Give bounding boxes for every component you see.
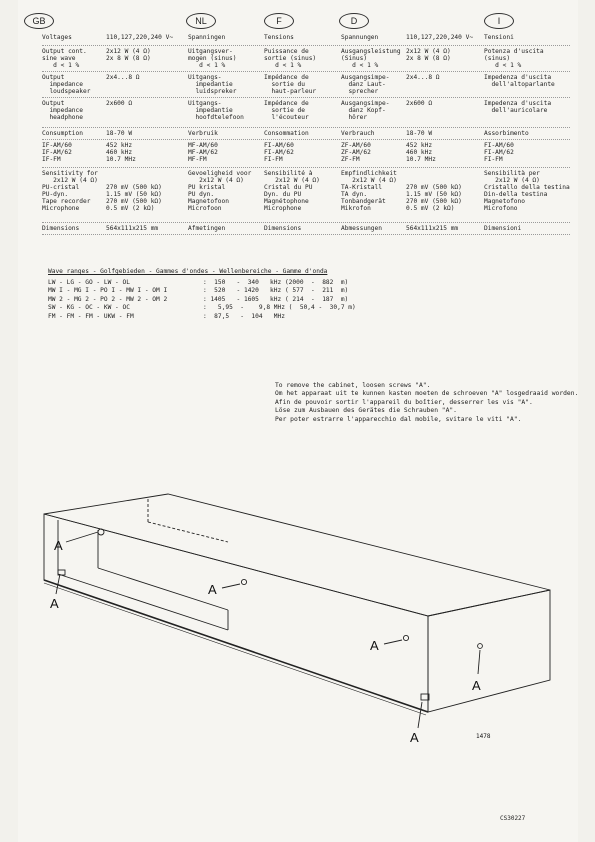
note-it: Per poter estrarre l'apparecchio dal mobile, svitare le viti "A". (275, 415, 522, 423)
spec-cell-de: Ausgangsleistung (Sinus) d < 1 % (341, 48, 401, 69)
page (18, 0, 578, 842)
figure-number: 1478 (476, 733, 491, 740)
spec-cell-gb-values: 18-70 W (106, 130, 133, 137)
wave-band-names: LW - LG - GO - LW - OL (48, 278, 130, 286)
spec-cell-de-values: 270 mV (500 kΩ) 1.15 mV (50 kΩ) 270 mV (500 kΩ) 0.5 mV (2 kΩ) (406, 184, 462, 212)
row-divider (42, 234, 570, 235)
spec-cell-de-values: 2x600 Ω (406, 100, 433, 107)
screw-label-a: A (410, 730, 419, 745)
wave-range-row (48, 296, 356, 305)
spec-cell-nl: Uitgangs- impedantie hoofdtelefoon (188, 100, 244, 121)
wave-band-range: : 5,95 - 9,8 MHz ( 50,4 - 30,7 m) (203, 304, 356, 311)
wave-ranges-title: Wave ranges - Golfgebieden - Gammes d'ondes - Wellenbereiche - Gamme d'onda (48, 268, 328, 275)
note-en: To remove the cabinet, loosen screws "A". (275, 382, 431, 389)
document-code: CS30227 (500, 815, 526, 822)
screw-icon (241, 579, 246, 584)
wave-band-range: : 1405 - 1605 kHz ( 214 - 187 m) (203, 295, 349, 303)
row-divider (42, 127, 570, 128)
spec-cell-gb-values: 452 kHz 460 kHz 10.7 MHz (106, 142, 136, 163)
spec-cell-nl: Uitgangs- impedantie luidspreker (188, 74, 237, 95)
note-fr: Afin de pouvoir sortir l'appareil du boîtier, desserrer les vis "A". (275, 398, 533, 406)
screw-icon (403, 635, 408, 640)
screw-icon (478, 644, 483, 649)
spec-cell-fr: FI-AM/60 FI-AM/62 FI-FM (264, 142, 294, 163)
wave-band-names: SW - KG - OC - KW - OC (48, 304, 130, 311)
spec-cell-it: FI-AM/60 FI-AM/62 FI-FM (484, 142, 514, 163)
wave-range-row (48, 304, 356, 313)
spec-cell-nl: MF-AM/60 MF-AM/62 MF-FM (188, 142, 218, 163)
spec-cell-de-values: 2x4...8 Ω (406, 74, 440, 81)
spec-cell-nl: Spanningen (188, 34, 226, 41)
spec-cell-fr: Tensions (264, 34, 294, 41)
row-divider (42, 45, 570, 46)
spec-cell-nl: Gevoeligheid voor 2x12 W (4 Ω) PU kristal PU dyn. Magnetofoon Microfoon (188, 170, 252, 212)
spec-cell-de-values: 18-70 W (406, 130, 433, 137)
screw-label-a: A (50, 596, 59, 611)
wave-band-range: : 150 - 340 kHz (2000 - 882 m) (203, 278, 349, 286)
row-divider (42, 222, 570, 223)
wave-range-row (48, 279, 356, 288)
spec-cell-fr: Impédance de sortie de l'écouteur (264, 100, 309, 121)
spec-cell-it: Tensioni (484, 34, 514, 41)
wave-range-row (48, 287, 356, 296)
lang-header-d: D (339, 9, 369, 29)
spec-cell-it: Potenza d'uscita (sinus) d < 1 % (484, 48, 544, 69)
cabinet-front-face (44, 514, 428, 712)
spec-cell-fr: Sensibilité à 2x12 W (4 Ω) Cristal du PU Dyn. du PU Magnétophone Microphone (264, 170, 320, 212)
cabinet-top-face (44, 494, 550, 616)
spec-cell-de: Ausgangsimpe- danz Laut- sprecher (341, 74, 390, 95)
spec-cell-gb: Sensitivity for 2x12 W (4 Ω) PU-cristal PU-dyn. Tape recorder Microphone (42, 170, 98, 212)
spec-cell-gb-values: 270 mV (500 kΩ) 1.15 mV (50 kΩ) 270 mV (500 kΩ) 0.5 mV (2 kΩ) (106, 184, 162, 212)
spec-cell-it: Dimensioni (484, 225, 522, 232)
screw-label-a: A (472, 678, 481, 693)
spec-cell-gb: Voltages (42, 34, 72, 41)
screw-label-a: A (208, 582, 217, 597)
spec-cell-fr: Puissance de sortie (sinus) d < 1 % (264, 48, 317, 69)
spec-cell-de: Verbrauch (341, 130, 375, 137)
spec-cell-de: Spannungen (341, 34, 379, 41)
cabinet-drawing (18, 470, 578, 770)
wave-band-names: MW 2 - MG 2 - PO 2 - MW 2 - OM 2 (48, 295, 168, 303)
spec-cell-de-values: 110,127,220,240 V~ (406, 34, 474, 41)
spec-cell-de: Ausgangsimpe- danz Kopf- hörer (341, 100, 390, 121)
cabinet-removal-instructions (275, 382, 578, 424)
spec-cell-gb: Consumption (42, 130, 83, 137)
spec-cell-fr: Dimensions (264, 225, 302, 232)
spec-cell-gb-values: 2x600 Ω (106, 100, 133, 107)
note-de: Löse zum Ausbauen des Gerätes die Schrauben "A". (275, 407, 457, 415)
spec-cell-nl: Uitgangsver- mogen (sinus) d < 1 % (188, 48, 237, 69)
note-nl: Om het apparaat uit te kunnen kasten moeten de schroeven "A" losgedraaid worden. (275, 390, 579, 398)
screw-icon (98, 529, 104, 535)
spec-cell-fr: Impédance de sortie du haut-parleur (264, 74, 317, 95)
wave-band-names: MW I - MG I - PO I - MW I - OM I (48, 287, 168, 294)
wave-ranges (48, 268, 356, 321)
spec-cell-gb: Output impedance loudspeaker (42, 74, 91, 95)
wave-range-row (48, 313, 356, 322)
spec-cell-nl: Afmetingen (188, 225, 226, 232)
wave-band-range: : 520 - 1420 kHz ( 577 - 211 m) (203, 287, 349, 294)
spec-cell-gb: Output impedance headphone (42, 100, 83, 121)
spec-cell-de: Abmessungen (341, 225, 382, 232)
spec-cell-gb-values: 564x111x215 mm (106, 225, 159, 232)
spec-cell-gb: Output cont. sine wave d < 1 % (42, 48, 87, 69)
screw-label-a: A (54, 538, 63, 553)
spec-cell-it: Impedenza d'uscita dell'altoparlante (484, 74, 555, 88)
spec-cell-nl: Verbruik (188, 130, 218, 137)
lang-header-gb: GB (24, 9, 54, 29)
spec-cell-gb-values: 2x4...8 Ω (106, 74, 140, 81)
lang-header-nl: NL (186, 9, 216, 29)
row-divider (42, 97, 570, 98)
spec-cell-gb: Dimensions (42, 225, 80, 232)
spec-cell-de-values: 452 kHz 460 kHz 10.7 MHz (406, 142, 436, 163)
lang-header-i: I (484, 9, 514, 29)
row-divider (42, 71, 570, 72)
spec-cell-it: Sensibilità per 2x12 W (4 Ω) Cristallo della testina Din-della testina Magnetofono Microfono (484, 170, 570, 212)
row-divider (42, 139, 570, 140)
spec-cell-fr: Consommation (264, 130, 309, 137)
wave-band-range: : 87,5 - 104 MHz (203, 312, 285, 320)
row-divider (42, 167, 570, 168)
lang-header-f: F (264, 9, 294, 29)
cabinet-side-face (428, 590, 550, 712)
spec-cell-de-values: 2x12 W (4 Ω) 2x 8 W (8 Ω) (406, 48, 451, 62)
spec-cell-de: Empfindlichkeit 2x12 W (4 Ω) TA-Kristall TA dyn. Tonbandgerät Mikrofon (341, 170, 397, 212)
spec-cell-gb-values: 110,127,220,240 V~ (106, 34, 174, 41)
wave-band-names: FM - FM - FM - UKW - FM (48, 312, 134, 320)
spec-cell-de-values: 564x111x215 mm (406, 225, 459, 232)
spec-cell-it: Impedenza d'uscita dell'auricolare (484, 100, 552, 114)
screw-label-a: A (370, 638, 379, 653)
spec-cell-it: Assorbimento (484, 130, 529, 137)
spec-cell-de: ZF-AM/60 ZF-AM/62 ZF-FM (341, 142, 371, 163)
wave-ranges-rows (48, 279, 356, 322)
spec-cell-gb: IF-AM/60 IF-AM/62 IF-FM (42, 142, 72, 163)
spec-cell-gb-values: 2x12 W (4 Ω) 2x 8 W (8 Ω) (106, 48, 151, 62)
